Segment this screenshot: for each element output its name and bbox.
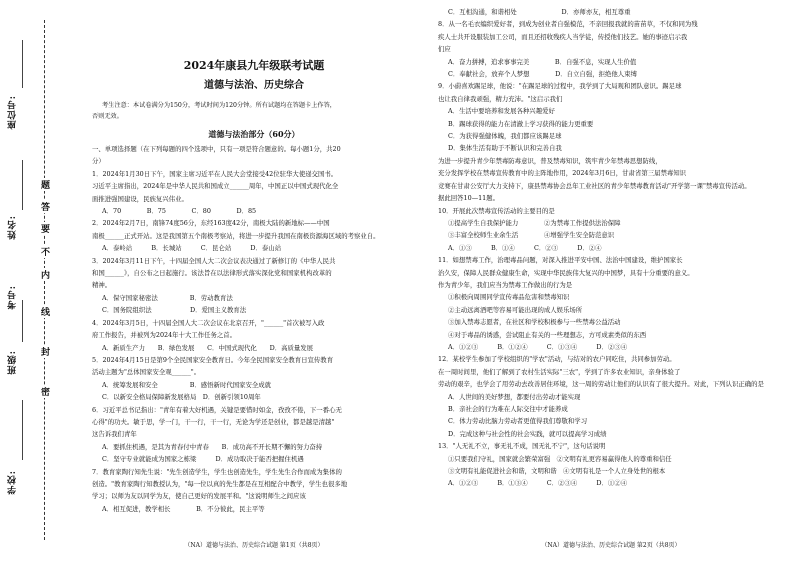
question-line: A．泰岭站 B．长城站 C．昆仑站 D．泰山站 (102, 244, 282, 253)
question-line: 也让我自律我顽强，精力充沛。"这启示我们 (438, 94, 563, 103)
question-line: A．奋力拼搏，追求事事完美 B．自强不息，实现人生价值 (448, 57, 637, 66)
question-line: ①积极向周围同学宣传毒品危害和禁毒知识 (448, 293, 570, 302)
school-label: 学校: (8, 470, 18, 495)
question-line: A．要抓住机遇，是其为青春付中青春 B．成功高不开长期不懈的努力奋持 (102, 442, 323, 451)
question-line: 4．2024年3月5日，十四届全国人大二次会议在北京召开，"______"首次被写入政 (92, 318, 325, 327)
question-line: 面推进强国建设，民族复兴伟业。 (92, 194, 188, 203)
seal-word: 答 (39, 202, 49, 211)
name-label: 姓名: (8, 215, 18, 240)
question-line: 9．小蔚喜欢踢足球，他说："在踢足球的过程中，我学到了大局观和团队意识。踢足球 (438, 82, 682, 91)
exam-page-2 (432, 0, 790, 561)
exam-title: 2024年康县九年级联考试题 (183, 59, 325, 72)
question-line: 作为青少年，我们应当为禁毒工作做出的行为是 (438, 280, 573, 289)
question-line: ②主动远离酒吧等容易可能出现的成人娱乐场所 (448, 305, 583, 314)
question-line: ④对于毒品的诱惑，尝试阻止有关的一些理想志，方可成素类似的东西 (448, 330, 647, 339)
question-line: A．统筹发展和安全 B．感悟新时代国家安全成就 (102, 380, 272, 389)
question-line: C．奉献社会，放弃个人梦想 D．自立自强，拒绝他人束缚 (448, 70, 637, 79)
question-line: A．相互促进，教学相长 B．不分彼此，民主平等 (102, 504, 265, 513)
question-line: 治久安，保障人民群众健康生命，实现中华民族伟大复兴的中国梦，具有十分重要的意义。 (438, 268, 694, 277)
exam-notice (92, 100, 416, 122)
question-line: 们应 (438, 45, 451, 54)
class-blank[interactable] (22, 300, 23, 342)
question-line: B．踢球获得的能力在清澈上学习获得的能力更重要 (448, 119, 594, 128)
question-line: 活动主题为"总体国家安全观______"。 (92, 368, 201, 377)
question-line: 1．2024年1月30日下午，国家主席习近平在人民大会堂接受42位驻华大使递交国书。 (92, 169, 338, 178)
question-line: D．集体生活有助于不断认识和完善自我 (448, 144, 562, 153)
question-line: 据此回答10—11题。 (438, 194, 499, 203)
binding-sidebar (0, 0, 78, 561)
exam-no-label: 考号: (8, 285, 18, 310)
question-line: 分） (92, 157, 105, 166)
question-line: A．新质生产力 B．绿色发展 C．中国式现代化 D．高质量发展 (102, 343, 314, 352)
seal-word: 题 (39, 180, 49, 189)
question-line: 7．教育家陶行知先生说："先生创造学生，学生也创造先生，学生先生合作而成为集体的 (92, 467, 342, 476)
question-line: 南极______正式开站。这是我国第五个南极考察站，将进一步提升我国在南极资源海区域的考察业自。 (92, 231, 380, 240)
question-line: C．体力劳动比脑力劳动者更值得我们尊敬和学习 (448, 417, 588, 426)
question-line: A．70 B．75 C．80 D．85 (102, 207, 257, 216)
question-line: 精神。 (92, 281, 112, 290)
question-line: 这告诉我们青年 (92, 430, 137, 439)
seal-word: 不 (39, 247, 49, 256)
seal-word: 要 (39, 224, 49, 233)
question-line: C．国务院组织法 D．爱国主义教育法 (102, 306, 247, 315)
question-line: 为进一步提升青少年禁毒防毒意识，普及禁毒知识，筑牢青少年禁毒思想防线， (438, 156, 662, 165)
question-line: 3．2024年3月11日下午，十四届全国人大二次会议表决通过了新修订的《中华人民共 (92, 256, 336, 265)
exam-subtitle: 道德与法治、历史综合 (204, 80, 304, 91)
question-line: 学习；以师为友以同学为友，使自己更好的发展平和。"这说明师生之间应该 (92, 492, 306, 501)
question-line: 一、单项选择题（在下列每题的四个选项中，只有一项是符合题意的。每小题1分，共20 (92, 145, 341, 153)
question-line: A．①②③ B．①②④ C．①③④ D．②③④ (448, 342, 628, 351)
question-line: 6．习近平总书记指出："青年有着大好机遇，关键是要惜时如金，孜孜不倦，下一番心无 (92, 405, 342, 414)
question-line: 13．"人无礼不立，事无礼不成，国无礼不宁"，这句话说明 (438, 442, 606, 451)
question-list (92, 143, 416, 515)
question-line: ①提高学生自我保护能力 ②为禁毒工作提供法治保障 (448, 218, 621, 227)
seal-word: 封 (39, 347, 49, 356)
question-line: A．①③ B．①④ C．②③ D．②④ (448, 243, 602, 252)
question-line: 府工作报告，并被列为2024年十大工作任务之首。 (92, 331, 237, 340)
page-footer: （NA）道德与法治、历史综合试题 第1页（共8页） (184, 542, 324, 549)
question-line: 劳动的艰辛，也学会了用劳动去改善居住环境，这一周的劳动让他们的认识有了很大提升。对此，下列认识正确的是 (438, 380, 764, 389)
question-line: 习近平主席指出，2024年是中华人民共和国成立______周年，中国正以中国式现代化全 (92, 182, 339, 191)
question-line: A．保守国家秘密法 B．劳动教育法 (102, 293, 233, 302)
question-line: 2．2024年2月7日，南锋74度56分，东经163度42分，南极大陆的新地标——中国 (92, 219, 330, 228)
question-line: 和国______》，自公布之日起施行。该法旨在以法律形式落实深化党和国家机构改革的 (92, 269, 332, 278)
name-blank[interactable] (22, 160, 23, 210)
question-line: 10．开展此次禁毒宣传活动的主要目的是 (438, 206, 555, 215)
seat-no-blank[interactable] (22, 40, 23, 88)
question-line: 8．从一名毛衣编织爱好者，到成为创业者自强模范，不亲回报我就的苗苗草，不仅和同为残 (438, 20, 698, 29)
notice-line: 考生注意：本试卷满分为150分，考试时间为120分钟。所有试题均在答题卡上作答， (102, 102, 336, 109)
question-line: C．互相沟通，和谐相处 D．亦师亦友，相互尊重 (448, 8, 631, 16)
question-line: 充分发挥学校在禁毒宣传教育中的主阵地作用，2024年3月6日，甘肃省第三届禁毒知识 (438, 169, 687, 178)
page-footer: （NA）道德与法治、历史综合试题 第2页（共8页） (541, 542, 681, 549)
question-line: B．亲社会的行为难在人际交往中才能养成 (448, 405, 568, 413)
question-line: 心得"的功夫。敏于思，学一门，干一行，干一行，无论为学还是创业，都是越是清越" (92, 417, 335, 426)
seal-word: 内 (39, 270, 49, 279)
notice-line: 否则无效。 (92, 113, 123, 120)
question-line: 11．如想禁毒工作，治理毒品问题，对深入推进平安中国、法治中国建设，维护国家长 (438, 256, 683, 265)
question-list (438, 6, 782, 490)
question-line: ③加入禁毒志愿者，在社区和学校积极参与一些禁毒公益活动 (448, 318, 621, 327)
question-line: 在一周时间里，他们了解到了农村生活实际"三农"，学到了许多农业知识，亲身体验了 (438, 367, 681, 376)
question-line: C．以新安全格局保障新发展格局 D．创新引领10周年 (102, 393, 261, 402)
section-heading: 道德与法治部分（60分） (208, 129, 300, 139)
question-line: A．人世间的美好梦想，都要付出劳动才能实现 (448, 392, 581, 401)
question-line: C．为获得强健体魄，我们都应该踢足球 (448, 132, 562, 141)
question-line: ③丰富全校师生业余生活 ④增强学生安全防范意识 (448, 231, 615, 240)
question-line: A．生活中要培养和发展各种兴趣爱好 (448, 107, 555, 116)
question-line: 竞赛在甘肃公安厅大力支持下，康县禁毒协会总年工业社区的青少年禁毒教育活动"开学第一课"禁毒宣传活动。 (438, 181, 751, 190)
question-line: 5．2024年4月15日是第9个全民国家安全教育日。今年全民国家安全教育日宣传教育 (92, 355, 334, 364)
exam-page-1 (86, 0, 422, 561)
question-line: ①只要我们守礼，国家就会繁荣富强 ②文明有礼更容易赢得他人的尊重和信任 (448, 454, 672, 463)
question-line: 12．某校学生参加了学校组织的"学农"活动，与结对的农户同吃住，共同参加劳动。 (438, 355, 676, 364)
school-blank[interactable] (22, 400, 23, 460)
seat-no-label: 座位号: (8, 95, 18, 130)
question-line: 疾人士共开设服装加工公司，而且还招收残疾人当学徒，传授他们技艺。她的事迹启示我 (438, 32, 688, 41)
question-line: C．坚守专业就能成为国家之栋梁 D．成功取决于能否把握住机遇 (102, 455, 304, 464)
class-label: 班级: (8, 350, 18, 375)
question-line: D．完成这种与社会性的社会实践，就可以提高学习成绩 (448, 429, 607, 438)
question-line: ③文明有礼能促进社会和谐，文明和谐 ④文明有礼是一个人立身处世的根本 (448, 467, 666, 476)
seal-word: 线 (39, 307, 49, 316)
question-line: A．①②③ B．①③④ C．②③④ D．①②④ (448, 479, 628, 488)
question-line: 创造。"教育家陶行知教授认为，"每一位以真的先生都是在互相配合中教学，学生也很多地 (92, 479, 348, 488)
seal-word: 密 (39, 387, 49, 396)
